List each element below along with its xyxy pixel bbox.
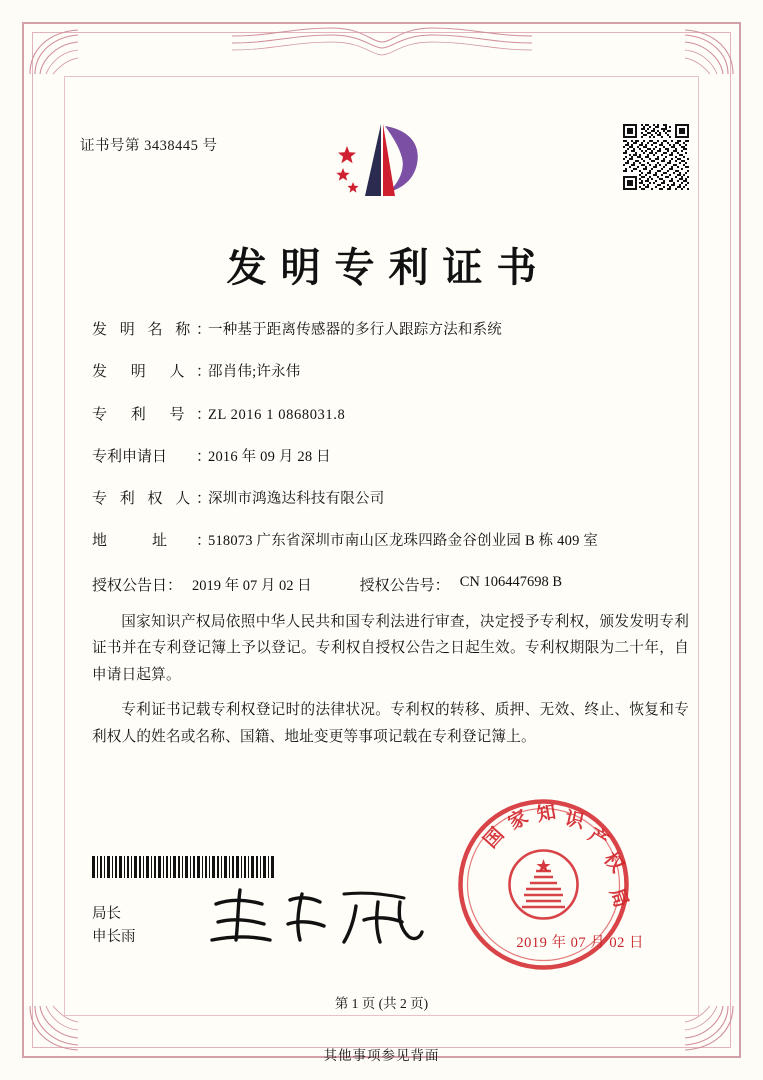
field-label: 发 明 人 xyxy=(92,364,195,381)
qr-code-icon xyxy=(623,124,689,190)
paragraph-grant-statement: 国家知识产权局依照中华人民共和国专利法进行审查，决定授予专利权，颁发发明专利证书并在专利登记簿上予以登记。专利权自授权公告之日起生效。专利权期限为二十年，自申请日起算。 xyxy=(92,613,689,684)
field-colon: ： xyxy=(196,364,212,381)
barcode xyxy=(92,856,277,878)
field-value: 邵肖伟;许永伟 xyxy=(208,364,301,381)
field-colon: ： xyxy=(196,491,212,507)
director-role-label: 局长 xyxy=(92,906,121,923)
certificate-content xyxy=(64,96,699,1020)
grant-number-label: 授权公告号 xyxy=(359,577,435,594)
field-value: 深圳市鸿逸达科技有限公司 xyxy=(208,491,385,507)
field-value: 一种基于距离传感器的多行人跟踪方法和系统 xyxy=(208,322,502,338)
field-value: 518073 广东省深圳市南山区龙珠四路金谷创业园 B 栋 409 室 xyxy=(208,533,599,550)
svg-text:知: 知 xyxy=(535,800,558,826)
grant-date xyxy=(92,574,312,595)
field-value: 2016 年 09 月 28 日 xyxy=(208,448,331,465)
signature-block xyxy=(92,903,136,948)
cnipa-logo-icon xyxy=(317,118,447,210)
footer-note: 其他事项参见背面 xyxy=(323,1048,440,1063)
svg-text:权: 权 xyxy=(599,848,629,877)
field-colon: ： xyxy=(196,322,212,338)
field-colon: ： xyxy=(196,406,212,423)
grant-number-colon: ： xyxy=(434,577,450,594)
svg-text:家: 家 xyxy=(504,805,532,835)
grant-number-value: CN 106447698 B xyxy=(459,573,563,590)
fields-list xyxy=(92,320,689,751)
field-colon: ： xyxy=(196,533,212,550)
svg-text:国: 国 xyxy=(479,823,509,853)
field-label: 专 利 号 xyxy=(92,406,195,423)
grant-date-label: 授权公告日 xyxy=(92,577,168,594)
field-label: 专 利 权 人 xyxy=(92,491,195,507)
handwritten-signature-icon xyxy=(204,884,434,950)
svg-text:产: 产 xyxy=(584,823,613,853)
field-invention-title xyxy=(92,320,689,342)
svg-text:识: 识 xyxy=(562,807,587,833)
field-label: 地 址 xyxy=(92,533,168,550)
field-patentee xyxy=(92,489,689,511)
grant-number xyxy=(360,574,562,595)
paragraph-register-statement: 专利证书记载专利权登记时的法律状况。专利权的转移、质押、无效、终止、恢复和专利权人的姓名或名称、国籍、地址变更等事项记载在专利登记簿上。 xyxy=(92,702,689,746)
director-name-label: 申长雨 xyxy=(92,928,136,945)
field-value: ZL 2016 1 0868031.8 xyxy=(208,406,346,423)
field-application-date xyxy=(92,447,689,469)
grant-date-colon: ： xyxy=(167,577,183,594)
certificate-number: 证书号第 3438445 号 xyxy=(80,138,218,154)
top-flourish-ornament-icon xyxy=(232,26,532,60)
field-colon: ： xyxy=(196,448,212,465)
page-number: 第 1 页 (共 2 页) xyxy=(334,996,429,1011)
grant-date-value: 2019 年 07 月 02 日 xyxy=(192,577,312,594)
field-address xyxy=(92,531,689,553)
grant-info-row xyxy=(92,574,689,595)
svg-text:局: 局 xyxy=(605,885,631,911)
seal-date: 2019 年 07 月 02 日 xyxy=(516,935,644,951)
field-patent-number xyxy=(92,405,689,427)
page-title: 发明专利证书 xyxy=(226,244,551,291)
field-inventors xyxy=(92,362,689,384)
field-label: 发 明 名 称 xyxy=(92,322,195,338)
field-label: 专利申请日 xyxy=(92,448,168,465)
